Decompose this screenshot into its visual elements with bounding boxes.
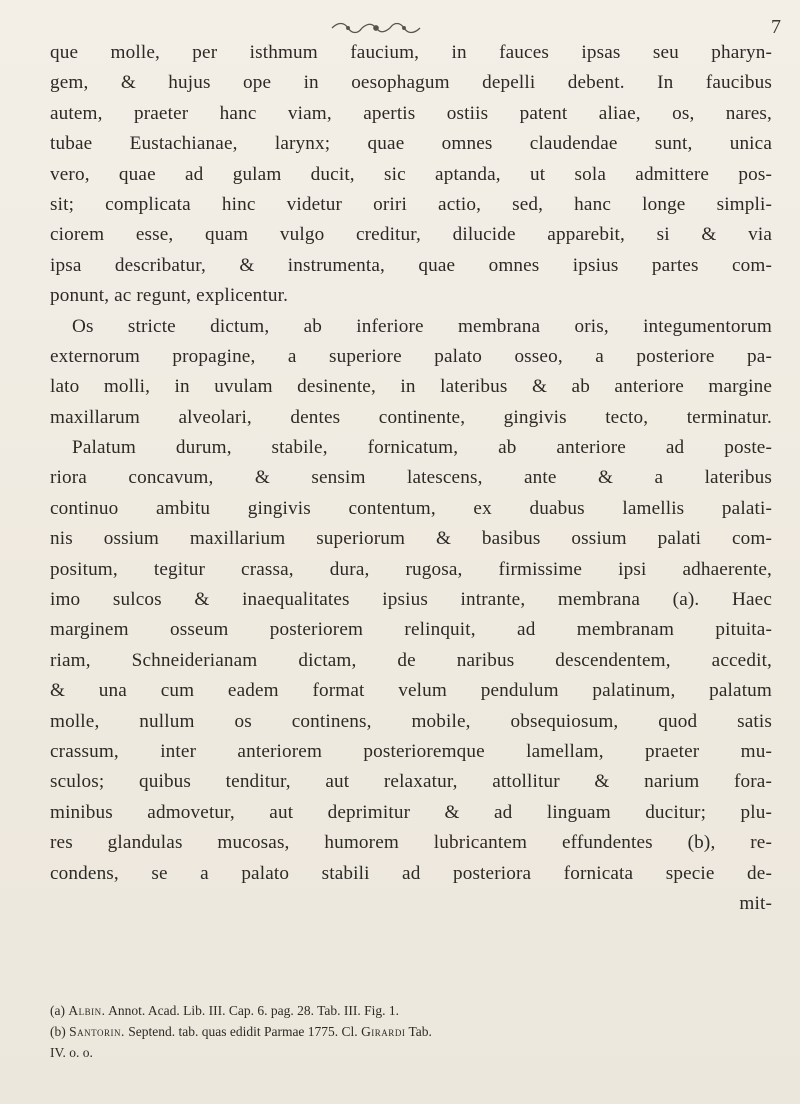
footnote-a — [50, 1000, 772, 1021]
footnote-mark: (a) — [50, 1003, 65, 1018]
text-line: sculos; quibus tenditur, aut relaxatur, attollitur & narium fora- — [50, 771, 772, 793]
text-line: molle, nullum os continens, mobile, obsequiosum, quod satis — [50, 710, 772, 732]
text-line: ponunt, ac regunt, explicentur. — [50, 285, 289, 307]
text-line: imo sulcos & inaequalitates ipsius intrante, membrana (a). Haec — [50, 589, 772, 611]
text-line: vero, quae ad gulam ducit, sic aptanda, ut sola admittere pos- — [50, 163, 772, 185]
text-line: condens, se a palato stabili ad posteriora fornicata specie de- — [50, 862, 772, 884]
text-line: gem, & hujus ope in oesophagum depelli debent. In faucibus — [50, 72, 772, 94]
text-line: marginem osseum posteriorem relinquit, ad membranam pituita- — [50, 619, 772, 641]
text-line: tubae Eustachianae, larynx; quae omnes claudendae sunt, unica — [50, 133, 772, 155]
header-ornament-icon — [328, 20, 424, 36]
text-line: lato molli, in uvulam desinente, in lateribus & ab anteriore margine — [50, 376, 772, 398]
page-number: 7 — [771, 16, 781, 38]
text-line: riam, Schneiderianam dictam, de naribus descendentem, accedit, — [50, 649, 772, 671]
footnote-text: Tab. — [408, 1024, 432, 1039]
footnote-text: Annot. Acad. Lib. III. Cap. 6. pag. 28. Tab. III. Fig. 1. — [108, 1003, 400, 1018]
text-line: crassum, inter anteriorem posterioremque lamellam, praeter mu- — [50, 740, 772, 762]
footnote-author: Girardi — [361, 1024, 406, 1039]
text-line: nis ossium maxillarium superiorum & basibus ossium palati com- — [50, 528, 772, 550]
text-line: Palatum durum, stabile, fornicatum, ab anteriore ad poste- — [72, 437, 772, 459]
text-line: externorum propagine, a superiore palato osseo, a posteriore pa- — [50, 345, 772, 367]
text-line: res glandulas mucosas, humorem lubricantem effundentes (b), re- — [50, 832, 772, 854]
body-text — [50, 38, 772, 919]
footnote-text: Septend. tab. quas edidit Parmae 1775. Cl. — [128, 1024, 358, 1039]
footnote-author: Albin. — [68, 1003, 106, 1018]
catchword: mit- — [739, 892, 772, 914]
text-line: que molle, per isthmum faucium, in fauces ipsas seu pharyn- — [50, 42, 772, 63]
text-line: maxillarum alveolari, dentes continente, gingivis tecto, terminatur. — [50, 406, 772, 428]
text-line: & una cum eadem format velum pendulum palatinum, palatum — [50, 680, 772, 702]
text-line: riora concavum, & sensim latescens, ante & a lateribus — [50, 467, 772, 489]
text-line: autem, praeter hanc viam, apertis ostiis patent aliae, os, nares, — [50, 102, 772, 124]
footnote-mark: (b) — [50, 1024, 66, 1039]
text-line: ipsa describatur, & instrumenta, quae omnes ipsius partes com- — [50, 254, 772, 276]
text-line: ciorem esse, quam vulgo creditur, dilucide apparebit, si & via — [50, 224, 772, 246]
footnote-continuation: IV. o. o. — [50, 1045, 93, 1060]
text-line: sit; complicata hinc videtur oriri actio, sed, hanc longe simpli- — [50, 193, 772, 215]
text-line: Os stricte dictum, ab inferiore membrana oris, integumentorum — [72, 315, 772, 337]
footnote-author: Santorin. — [69, 1024, 125, 1039]
text-line: minibus admovetur, aut deprimitur & ad linguam ducitur; plu- — [50, 801, 772, 823]
text-line: continuo ambitu gingivis contentum, ex duabus lamellis palati- — [50, 497, 772, 519]
text-line: positum, tegitur crassa, dura, rugosa, firmissime ipsi adhaerente, — [50, 558, 772, 580]
footnotes — [50, 1000, 772, 1063]
footnote-b — [50, 1021, 772, 1042]
